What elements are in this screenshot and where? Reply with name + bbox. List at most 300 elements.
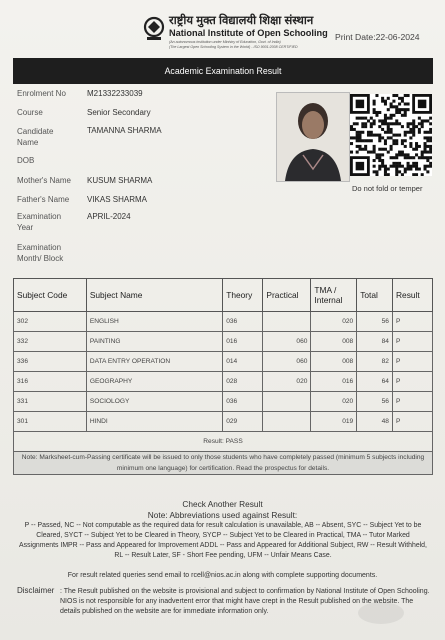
qr-module (401, 100, 404, 103)
qr-module (384, 131, 387, 134)
qr-module (395, 156, 398, 159)
qr-module (381, 153, 384, 156)
qr-module (424, 165, 427, 168)
overall-result-row (14, 432, 433, 452)
tma-marks: 019 (311, 412, 357, 432)
qr-module (392, 122, 395, 125)
qr-module (412, 131, 415, 134)
qr-module (381, 100, 384, 103)
course-label: Course (17, 108, 43, 117)
qr-module (429, 117, 432, 120)
qr-module (378, 165, 381, 168)
qr-module (381, 128, 384, 131)
qr-module (398, 111, 401, 114)
qr-module (412, 134, 415, 137)
qr-module (375, 94, 378, 97)
practical-marks: 060 (263, 352, 311, 372)
qr-module (390, 156, 393, 159)
qr-module (367, 151, 370, 154)
qr-module (404, 94, 407, 97)
col-subject-name: Subject Name (86, 279, 222, 312)
qr-module (426, 136, 429, 139)
qr-module (407, 102, 410, 105)
institute-tagline: (An autonomous institution under Ministry of Education, Govt. of India) (169, 40, 281, 44)
qr-module (429, 165, 432, 168)
total-marks: 84 (357, 332, 393, 352)
qr-module (404, 111, 407, 114)
candidate-photo-image (277, 93, 349, 181)
disclaimer-label: Disclaimer (17, 586, 55, 595)
theory-marks: 036 (223, 312, 263, 332)
qr-module (404, 102, 407, 105)
subject-result: P (392, 372, 432, 392)
exam-year-label: Examination Year (17, 212, 62, 232)
check-another-result-link[interactable]: Check Another Result (182, 499, 263, 509)
qr-module (384, 170, 387, 173)
qr-module (356, 139, 359, 142)
qr-module (395, 108, 398, 111)
enrolment-value: M21332233039 (87, 89, 143, 98)
qr-module (387, 151, 390, 154)
qr-module (387, 117, 390, 120)
qr-module (392, 142, 395, 145)
qr-module (390, 148, 393, 151)
qr-module (358, 148, 361, 151)
col-result: Result (392, 279, 432, 312)
qr-module (384, 139, 387, 142)
subject-result: P (392, 332, 432, 352)
subject-name: GEOGRAPHY (86, 372, 222, 392)
col-theory: Theory (223, 279, 263, 312)
table-row (14, 412, 433, 432)
subject-name: PAINTING (86, 332, 222, 352)
qr-module (395, 111, 398, 114)
father-name-label: Father's Name (17, 195, 70, 204)
qr-module (392, 105, 395, 108)
candidate-name-value: TAMANNA SHARMA (87, 126, 162, 135)
qr-module (426, 139, 429, 142)
qr-module (384, 165, 387, 168)
marks-table-header (14, 279, 433, 312)
qr-module (392, 156, 395, 159)
qr-module (387, 97, 390, 100)
qr-module (370, 151, 373, 154)
qr-module (412, 128, 415, 131)
qr-module (409, 136, 412, 139)
qr-module (412, 148, 415, 151)
qr-module (409, 165, 412, 168)
qr-module (395, 105, 398, 108)
qr-module (421, 119, 424, 122)
qr-module (364, 148, 367, 151)
qr-module (367, 131, 370, 134)
table-row (14, 392, 433, 412)
table-row (14, 352, 433, 372)
qr-module (358, 136, 361, 139)
query-contact-text: For result related queries send email to rcell@nios.ac.in along with complete supporting documents. (67, 572, 378, 579)
qr-module (392, 162, 395, 165)
practical-marks (263, 392, 311, 412)
qr-module (401, 139, 404, 142)
qr-module (395, 142, 398, 145)
qr-module (370, 122, 373, 125)
qr-module (426, 159, 429, 162)
qr-module (409, 142, 412, 145)
course-value: Senior Secondary (87, 108, 151, 117)
qr-module (421, 125, 424, 128)
qr-module (387, 136, 390, 139)
theory-marks: 028 (223, 372, 263, 392)
qr-module (358, 131, 361, 134)
qr-module (398, 165, 401, 168)
qr-module (373, 159, 376, 162)
qr-module (404, 170, 407, 173)
qr-module (353, 122, 356, 125)
qr-module (418, 168, 421, 171)
candidate-name-label: Candidate Name (17, 127, 54, 147)
qr-module (412, 165, 415, 168)
qr-module (387, 108, 390, 111)
dob-label: DOB (17, 156, 35, 165)
qr-module (378, 134, 381, 137)
qr-module (384, 102, 387, 105)
subject-result: P (392, 312, 432, 332)
qr-module (421, 151, 424, 154)
mother-name-label: Mother's Name (17, 176, 71, 185)
qr-module (367, 134, 370, 137)
qr-module (373, 145, 376, 148)
qr-code (350, 94, 432, 176)
qr-module (407, 131, 410, 134)
qr-module (404, 134, 407, 137)
qr-module (409, 156, 412, 159)
qr-module (381, 148, 384, 151)
qr-module (356, 117, 359, 120)
qr-module (367, 139, 370, 142)
qr-module (398, 162, 401, 165)
subject-name: SOCIOLOGY (86, 392, 222, 412)
qr-module (370, 139, 373, 142)
qr-module (378, 153, 381, 156)
qr-module (421, 122, 424, 125)
qr-module (424, 136, 427, 139)
qr-module (407, 125, 410, 128)
qr-module (384, 122, 387, 125)
theory-marks: 029 (223, 412, 263, 432)
qr-module (390, 102, 393, 105)
qr-module (361, 148, 364, 151)
qr-module (407, 108, 410, 111)
qr-module (426, 156, 429, 159)
no-fold-notice: Do not fold or temper (352, 184, 423, 193)
qr-module (395, 165, 398, 168)
qr-module (384, 117, 387, 120)
total-marks: 48 (357, 412, 393, 432)
qr-module (392, 100, 395, 103)
qr-module (387, 168, 390, 171)
qr-module (384, 148, 387, 151)
qr-module (407, 162, 410, 165)
qr-module (415, 142, 418, 145)
qr-module (387, 128, 390, 131)
qr-finder (418, 100, 426, 108)
qr-module (424, 131, 427, 134)
qr-module (418, 117, 421, 120)
qr-module (361, 139, 364, 142)
col-subject-code: Subject Code (14, 279, 87, 312)
qr-module (384, 119, 387, 122)
qr-module (426, 165, 429, 168)
institute-subtagline: (The Largest Open Schooling System in the World) - ISO 9001:2008 CERTIFIED (169, 45, 298, 49)
qr-module (350, 136, 353, 139)
subject-code: 332 (14, 332, 87, 352)
qr-module (392, 94, 395, 97)
qr-module (370, 117, 373, 120)
qr-module (409, 145, 412, 148)
qr-module (395, 122, 398, 125)
qr-module (361, 117, 364, 120)
abbreviations-text: P -- Passed, NC -- Not computable as the required data for result calculation is unavailable, AB -- Absent, SYC -- Subject Yet to be Cleared, SYCT -- Subject Yet to be Cleared in Theory, SYCP -- Subject Yet to be Cleared in Practical, TMA -- Tutor Marked Assignments IMPR -- Pass and Appeared for Improvement ADDL -- Pass and Appeared for Additional Subject, RW -- Result Withheld, RL -- Result Later, SF - Short Fee pending, UFM -- Unfair Means Case. (19, 522, 427, 559)
qr-module (364, 122, 367, 125)
qr-module (418, 122, 421, 125)
marks-table (13, 278, 433, 475)
subject-name: DATA ENTRY OPERATION (86, 352, 222, 372)
qr-module (407, 122, 410, 125)
qr-module (404, 156, 407, 159)
qr-module (381, 122, 384, 125)
qr-module (398, 134, 401, 137)
theory-marks: 016 (223, 332, 263, 352)
qr-module (375, 170, 378, 173)
qr-module (367, 119, 370, 122)
qr-module (384, 173, 387, 176)
qr-module (412, 156, 415, 159)
qr-module (401, 151, 404, 154)
qr-module (370, 131, 373, 134)
qr-module (350, 125, 353, 128)
qr-module (395, 170, 398, 173)
qr-module (378, 168, 381, 171)
qr-module (381, 162, 384, 165)
disclaimer-text: : The Result published on the website is provisional and subject to confirmation by National Institute of Open Schooling. NIOS is not responsible for any inadvertent error that might have crept in the Result published on the website. The details published on the website are for immediate information only. (60, 588, 430, 615)
qr-module (415, 173, 418, 176)
qr-module (395, 94, 398, 97)
qr-module (429, 136, 432, 139)
qr-module (415, 148, 418, 151)
qr-module (373, 100, 376, 103)
qr-module (364, 125, 367, 128)
qr-module (409, 131, 412, 134)
qr-module (426, 170, 429, 173)
qr-module (373, 111, 376, 114)
qr-module (373, 165, 376, 168)
qr-module (409, 122, 412, 125)
qr-module (375, 153, 378, 156)
tma-marks: 016 (311, 372, 357, 392)
qr-module (390, 114, 393, 117)
qr-module (387, 125, 390, 128)
qr-module (429, 145, 432, 148)
qr-module (421, 153, 424, 156)
institute-name: National Institute of Open Schooling (169, 28, 328, 38)
qr-module (401, 97, 404, 100)
mother-name-value: KUSUM SHARMA (87, 176, 153, 185)
qr-module (407, 168, 410, 171)
qr-module (358, 134, 361, 137)
practical-marks: 060 (263, 332, 311, 352)
qr-module (412, 119, 415, 122)
qr-module (373, 151, 376, 154)
total-marks: 56 (357, 312, 393, 332)
qr-module (429, 148, 432, 151)
subject-code: 302 (14, 312, 87, 332)
qr-module (412, 173, 415, 176)
qr-module (381, 159, 384, 162)
qr-module (361, 125, 364, 128)
qr-module (398, 122, 401, 125)
col-tma-internal: TMA / Internal (311, 279, 357, 312)
qr-module (424, 151, 427, 154)
qr-module (392, 139, 395, 142)
qr-module (361, 131, 364, 134)
qr-module (390, 117, 393, 120)
institute-name-hindi: राष्ट्रीय मुक्त विद्यालयी शिक्षा संस्थान (169, 15, 314, 27)
qr-module (429, 131, 432, 134)
qr-module (387, 173, 390, 176)
qr-module (356, 145, 359, 148)
qr-module (415, 165, 418, 168)
qr-module (381, 119, 384, 122)
qr-module (378, 159, 381, 162)
qr-module (378, 139, 381, 142)
qr-module (390, 105, 393, 108)
qr-module (404, 139, 407, 142)
certificate-note: Note: Marksheet-cum-Passing certificate will be issued to only those students who have completely passed (minimum 5 subjects including minimum one language) for certification. Read the prospectus for details. (14, 452, 433, 475)
qr-module (378, 156, 381, 159)
subject-result: P (392, 412, 432, 432)
qr-module (424, 156, 427, 159)
qr-module (426, 119, 429, 122)
qr-module (395, 162, 398, 165)
qr-module (390, 122, 393, 125)
qr-module (404, 145, 407, 148)
qr-module (404, 168, 407, 171)
qr-module (356, 122, 359, 125)
qr-module (429, 162, 432, 165)
qr-module (390, 128, 393, 131)
nios-emblem-icon (143, 16, 165, 42)
qr-module (395, 168, 398, 171)
qr-module (364, 145, 367, 148)
qr-module (373, 170, 376, 173)
qr-module (418, 128, 421, 131)
tma-marks: 008 (311, 352, 357, 372)
qr-module (409, 168, 412, 171)
qr-module (350, 142, 353, 145)
subject-result: P (392, 392, 432, 412)
qr-module (375, 111, 378, 114)
subject-result: P (392, 352, 432, 372)
qr-module (370, 125, 373, 128)
qr-module (356, 131, 359, 134)
qr-module (404, 108, 407, 111)
qr-module (429, 139, 432, 142)
qr-module (398, 108, 401, 111)
qr-module (401, 165, 404, 168)
qr-module (387, 131, 390, 134)
qr-module (407, 153, 410, 156)
print-date: Print Date:22-06-2024 (335, 32, 420, 42)
qr-module (373, 108, 376, 111)
subject-name: HINDI (86, 412, 222, 432)
subject-code: 331 (14, 392, 87, 412)
qr-module (384, 100, 387, 103)
qr-module (426, 151, 429, 154)
qr-module (401, 125, 404, 128)
table-row (14, 372, 433, 392)
qr-module (412, 122, 415, 125)
qr-module (426, 131, 429, 134)
qr-module (384, 168, 387, 171)
practical-marks (263, 312, 311, 332)
theory-marks: 014 (223, 352, 263, 372)
qr-module (418, 145, 421, 148)
qr-module (350, 128, 353, 131)
table-row (14, 312, 433, 332)
qr-module (356, 136, 359, 139)
subject-code: 316 (14, 372, 87, 392)
qr-module (407, 156, 410, 159)
qr-module (418, 156, 421, 159)
qr-module (415, 125, 418, 128)
qr-module (390, 131, 393, 134)
qr-module (401, 153, 404, 156)
qr-module (381, 97, 384, 100)
qr-module (415, 168, 418, 171)
qr-module (378, 136, 381, 139)
qr-module (373, 122, 376, 125)
col-practical: Practical (263, 279, 311, 312)
qr-module (398, 151, 401, 154)
qr-module (358, 139, 361, 142)
qr-module (392, 165, 395, 168)
qr-module (404, 131, 407, 134)
candidate-photo (276, 92, 350, 182)
qr-module (398, 97, 401, 100)
theory-marks: 036 (223, 392, 263, 412)
qr-module (404, 114, 407, 117)
qr-module (395, 173, 398, 176)
qr-module (358, 117, 361, 120)
qr-module (373, 134, 376, 137)
total-marks: 56 (357, 392, 393, 412)
qr-module (404, 153, 407, 156)
page-title: Academic Examination Result (13, 58, 433, 84)
qr-module (373, 102, 376, 105)
qr-module (387, 122, 390, 125)
qr-module (429, 122, 432, 125)
qr-module (412, 125, 415, 128)
qr-module (378, 111, 381, 114)
qr-module (421, 156, 424, 159)
qr-module (370, 134, 373, 137)
qr-module (418, 131, 421, 134)
qr-module (401, 142, 404, 145)
tma-marks: 008 (311, 332, 357, 352)
practical-marks (263, 412, 311, 432)
tma-marks: 020 (311, 312, 357, 332)
qr-module (356, 134, 359, 137)
